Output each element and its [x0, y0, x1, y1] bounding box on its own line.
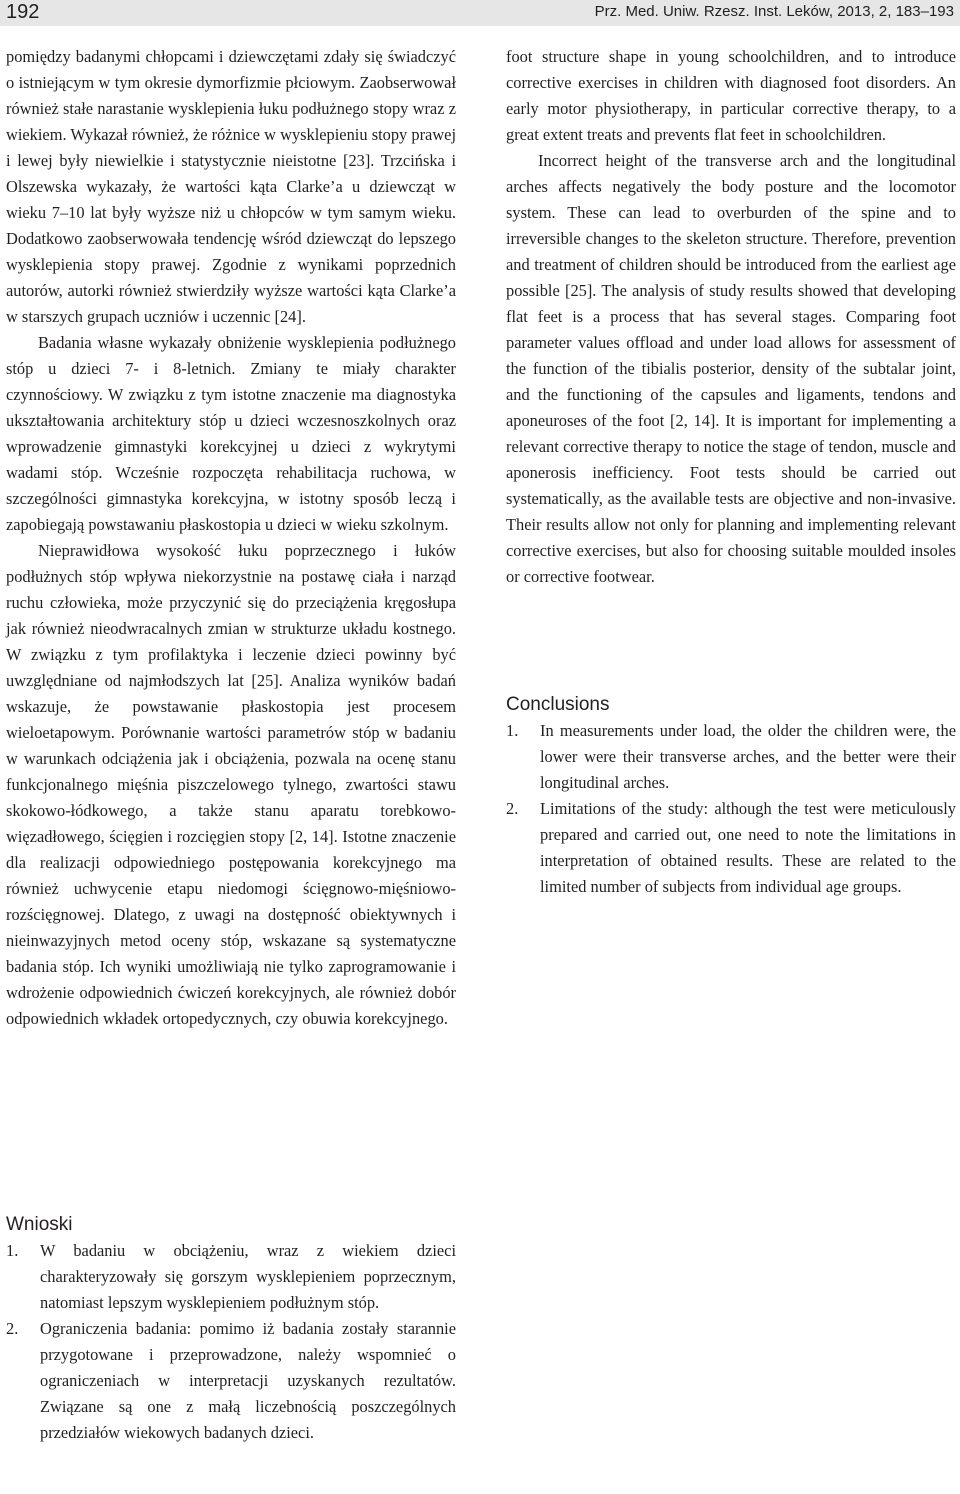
list-number: 2. [6, 1319, 19, 1338]
list-number: 2. [506, 799, 519, 818]
list-number: 1. [506, 721, 519, 740]
list-item [6, 1316, 456, 1446]
wnioski-heading: Wnioski [6, 1214, 73, 1235]
list-text: W badaniu w obciążeniu, wraz z wiekiem dzieci charakteryzowały się gorszym wysklepieniem poprzecznym, natomiast lepszym wysklepieniem podłużnym stóp. [40, 1241, 456, 1312]
list-item [6, 1238, 456, 1316]
running-head: Prz. Med. Uniw. Rzesz. Inst. Leków, 2013, 2, 183–193 [594, 3, 954, 20]
list-text: In measurements under load, the older the children were, the lower were their transverse arches, and the better were their longitudinal arches. [540, 721, 956, 792]
page-number: 192 [6, 1, 40, 23]
right-paragraph-2: Incorrect height of the transverse arch and the longitudinal arches affects negatively the body posture and the locomotor system. These can lead to overburden of the spine and to irreversible changes to the skeleton structure. Therefore, prevention and treatment of children should be introduced from the earliest age possible [25]. The analysis of study results showed that developing flat feet is a process that has several stages. Comparing foot parameter values offload and under load allows for assessment of the function of the tibialis posterior, density of the subtalar joint, and the functioning of the capsules and ligaments, tendons and aponeuroses of the foot [2, 14]. It is important for implementing a relevant corrective therapy to notice the stage of tendon, muscle and aponerosis inefficiency. Foot tests should be carried out systematically, as the available tests are objective and non-invasive. Their results allow not only for planning and implementing relevant corrective exercises, but also for choosing suitable moulded insoles or corrective footwear. [506, 151, 956, 586]
list-text: Limitations of the study: although the test were meticulously prepared and carried out, one need to note the limitations in interpretation of obtained results. These are related to the limited number of subjects from individual age groups. [540, 799, 956, 896]
page-header [0, 0, 960, 26]
left-paragraph-3: Nieprawidłowa wysokość łuku poprzecznego i łuków podłużnych stóp wpływa niekorzystnie na postawę ciała i narząd ruchu człowieka, może przyczynić się do przeciążenia kręgosłupa jak również nieodwracalnych zmian w strukturze układu kostnego. W związku z tym profilaktyka i leczenie dzieci powinny być uwzględniane od najmłodszych lat [25]. Analiza wyników badań wskazuje, że powstawanie płaskostopia jest procesem wieloetapowym. Porównanie wartości parametrów stóp w badaniu w warunkach odciążenia jak i obciążenia, pozwala na ocenę stanu funkcjonalnego mięśnia piszczelowego tylnego, zwartości stawu skokowo-łódkowego, a także stanu aparatu torebkowo-więzadłowego, ścięgien i rozcięgien stopy [2, 14]. Istotne znaczenie dla realizacji odpowiedniego postępowania korekcyjnego ma również uchwycenie etapu niedomogi ścięgnowo-mięśniowo-rozścięgnowej. Dlatego, z uwagi na dostępność obiektywnych i nieinwazyjnych metod oceny stóp, wskazane są systematyczne badania stóp. Ich wyniki umożliwiają nie tylko zaprogramowanie i wdrożenie odpowiednich ćwiczeń korekcyjnych, ale również dobór odpowiednich wkładek ortopedycznych, czy obuwia korekcyjnego. [6, 541, 456, 1028]
list-number: 1. [6, 1241, 19, 1260]
left-column [6, 44, 456, 1032]
left-paragraph-1: pomiędzy badanymi chłopcami i dziewczętami zdały się świadczyć o istniejącym w tym okresie dymorfizmie płciowym. Zaobserwował również stałe narastanie wysklepienia łuku podłużnego stopy wraz z wiekiem. Wykazał również, że różnice w wysklepieniu stopy prawej i lewej były niewielkie i statystycznie nieistotne [23]. Trzcińska i Olszewska wykazały, że wartości kąta Clarke’a u dziewcząt w wieku 7–10 lat były wyższe niż u chłopców w tym samym wieku. Dodatkowo zaobserwowała tendencję wśród dziewcząt do lepszego wysklepienia stopy prawej. Zgodnie z wynikami poprzednich autorów, autorki również stwierdziły wyższe wartości kąta Clarke’a w starszych grupach uczniów i uczennic [24]. [6, 47, 456, 326]
list-item [506, 796, 956, 900]
right-paragraph-1: foot structure shape in young schoolchildren, and to introduce corrective exercises in children with diagnosed foot disorders. An early motor physiotherapy, in particular corrective therapy, to a great extent treats and prevents flat feet in schoolchildren. [506, 47, 956, 144]
conclusions-list [506, 718, 956, 900]
left-paragraph-2: Badania własne wykazały obniżenie wysklepienia podłużnego stóp u dzieci 7- i 8-letnich. Zmiany te miały charakter czynnościowy. W związku z tym istotne znaczenie ma diagnostyka ukształtowania architektury stóp u dzieci wczesnoszkolnych oraz wprowadzenie gimnastyki korekcyjnej u dzieci z wykrytymi wadami stóp. Wcześnie rozpoczęta rehabilitacja ruchowa, w szczególności gimnastyka korekcyjna, w istotny sposób leczą i zapobiegają powstawaniu płaskostopia u dzieci w wieku szkolnym. [6, 333, 456, 534]
conclusions-section [506, 692, 956, 900]
wnioski-section [6, 1212, 456, 1446]
right-column [506, 44, 956, 590]
list-item [506, 718, 956, 796]
list-text: Ograniczenia badania: pomimo iż badania zostały starannie przygotowane i przeprowadzone, należy wspomnieć o ograniczeniach w interpretacji uzyskanych rezultatów. Związane są one z małą liczebnością poszczególnych przedziałów wiekowych badanych dzieci. [40, 1319, 456, 1442]
wnioski-list [6, 1238, 456, 1446]
conclusions-heading: Conclusions [506, 694, 610, 715]
